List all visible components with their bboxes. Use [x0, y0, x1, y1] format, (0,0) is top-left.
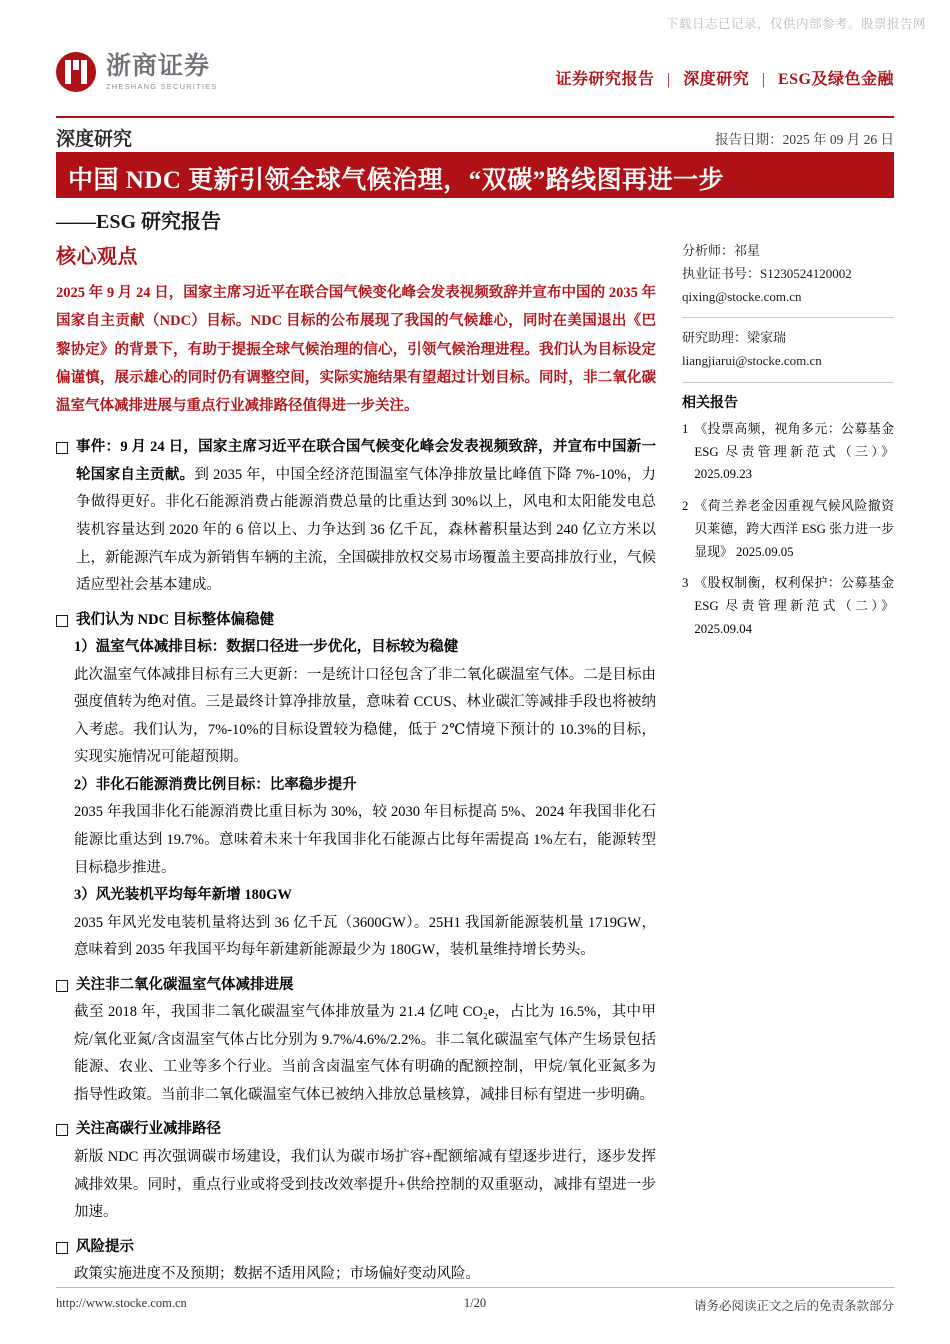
- content-column: [56, 240, 656, 1291]
- section-ndc-targets-title: 我们认为 NDC 目标整体偏稳健: [76, 611, 275, 628]
- assistant-name: 研究助理：梁家瑞: [682, 330, 787, 346]
- related-report-text: 《投票高频，视角多元：公募基金 ESG 尽责管理新范式（三）》 2025.09.23: [694, 421, 894, 482]
- assistant-info: [682, 327, 894, 373]
- page-footer: [56, 1296, 894, 1316]
- related-report-number: 2: [682, 499, 689, 514]
- section-risk: [56, 1234, 656, 1289]
- header-nav-item-2: ESG及绿色金融: [777, 71, 894, 88]
- section-risk-head: [56, 1234, 656, 1262]
- related-report-item[interactable]: [682, 572, 894, 640]
- header-nav-item-1: 深度研究: [683, 71, 750, 88]
- section-risk-title: 风险提示: [76, 1238, 134, 1255]
- section-non-co2: [56, 972, 656, 1110]
- header-divider: [56, 116, 894, 118]
- assistant-email[interactable]: liangjiarui@stocke.com.cn: [682, 353, 822, 368]
- brand-text: [106, 51, 218, 91]
- analyst-email[interactable]: qixing@stocke.com.cn: [682, 288, 802, 304]
- bullet-square-icon: [56, 442, 68, 454]
- section-ndc-targets: [56, 607, 656, 965]
- header-nav: [556, 66, 894, 89]
- analyst-cert: 执业证书号：S1230524120002: [682, 265, 852, 281]
- section-event-body: 到 2035 年，中国全经济范围温室气体净排放量比峰值下降 7%-10%，力争做得更好。非化石能源消费占能源消费总量的比重达到 30%以上，风电和太阳能发电总装机容量达到 2020 年的 6 倍以上、力争达到 36 亿千瓦，森林蓄积量达到 240 亿立方米以上，新能源汽车成为新销售车辆的主流，全国碳排放权交易市场覆盖主要高排放行业，气候适应型社会基本建成。: [76, 466, 657, 594]
- header-nav-sep-0: |: [667, 71, 671, 88]
- brand-logo: [56, 52, 218, 92]
- report-subtitle: ——ESG 研究报告: [56, 211, 222, 233]
- report-date: 报告日期：2025 年 09 月 26 日: [715, 132, 894, 147]
- related-report-text: 《荷兰养老金因重视气候风险撤资贝莱德，跨大西洋 ESG 张力进一步显现》 2025.09.05: [694, 499, 894, 559]
- header-nav-sep-1: |: [761, 71, 766, 88]
- sidebar-divider-2: [682, 382, 894, 383]
- section-non-co2-body: 截至 2018 年，我国非二氧化碳温室气体排放量为 21.4 亿吨 CO₂e，占比为 16.5%，其中甲烷/氧化亚氮/含卤温室气体占比分别为 9.7%/4.6%/2.2%。非二氧化碳温室气体产生场景包括能源、农业、工业等多个行业。当前含卤温室气体有明确的配额控制，甲烷/氧化亚氮多为指导性政策。当前非二氧化碳温室气体已被纳入排放总量核算，减排目标有望进一步明确。: [74, 1004, 656, 1103]
- report-kicker: 深度研究: [56, 129, 133, 150]
- header-nav-item-0: 证券研究报告: [555, 71, 655, 88]
- section-high-carbon-head: [56, 1116, 656, 1144]
- section-high-carbon: [56, 1116, 656, 1226]
- related-report-text: 《股权制衡，权利保护：公募基金 ESG 尽责管理新范式（二）》 2025.09.04: [694, 576, 894, 636]
- ndc-sub1-title: 1）温室气体减排目标：数据口径进一步优化，目标较为稳健: [74, 639, 459, 656]
- section-event-head: [56, 434, 656, 599]
- title-banner: [56, 152, 894, 198]
- ndc-sub2-body: 2035 年我国非化石能源消费比重目标为 30%，较 2030 年目标提高 5%、2024 年我国非化石能源比重达到 19.7%。意味着未来十年我国非化石能源占比每年需提高 1%左右，能源转型目标稳步推进。: [74, 804, 656, 876]
- footer-url[interactable]: http://www.stocke.com.cn: [56, 1296, 187, 1310]
- sidebar-divider-1: [682, 317, 894, 318]
- section-event-title: 事件：9 月 24 日，国家主席习近平在联合国气候变化峰会发表视频致辞，并宣布中国新一轮国家自主贡献。: [76, 439, 656, 483]
- section-event: [56, 434, 656, 599]
- related-reports-title: 相关报告: [682, 395, 738, 411]
- footer-disclaimer: 请务必阅读正文之后的免责条款部分: [693, 1299, 894, 1313]
- page-title: 中国 NDC 更新引领全球气候治理，“双碳”路线图再进一步: [68, 167, 725, 194]
- bullet-square-icon: [56, 1242, 68, 1254]
- section-high-carbon-title: 关注高碳行业减排路径: [76, 1121, 221, 1138]
- core-abstract: 2025 年 9 月 24 日，国家主席习近平在联合国气候变化峰会发表视频致辞并宣布中国的 2035 年国家自主贡献（NDC）目标。NDC 目标的公布展现了我国的气候雄心，同时在美国退出《巴黎协定》的背景下，有助于提振全球气候治理的信心，引领气候治理进程。我们认为目标设定偏谨慎，展示雄心的同时仍有调整空间，实际实施结果有望超过计划目标。同时，非二氧化碳温室气体减排进展与重点行业减排路径值得进一步关注。: [56, 285, 656, 415]
- analyst-info: [682, 240, 894, 308]
- footer-divider: [56, 1287, 894, 1288]
- related-report-number: 3: [682, 576, 689, 591]
- ndc-sub3-title: 3）风光装机平均每年新增 180GW: [74, 887, 292, 904]
- section-non-co2-head: [56, 972, 656, 1000]
- ndc-sub2-title: 2）非化石能源消费比例目标：比率稳步提升: [74, 776, 357, 793]
- related-report-item[interactable]: [682, 418, 894, 486]
- brand-name-cn: 浙商证券: [106, 51, 211, 80]
- section-non-co2-title: 关注非二氧化碳温室气体减排进展: [76, 976, 294, 993]
- bullet-square-icon: [56, 1124, 68, 1136]
- bullet-square-icon: [56, 615, 68, 627]
- analyst-name: 分析师：祁星: [682, 243, 761, 258]
- related-report-number: 1: [682, 421, 689, 436]
- sidebar: [682, 240, 894, 650]
- ndc-sub3-body: 2035 年风光发电装机量将达到 36 亿千瓦（3600GW）。25H1 我国新能源装机量 1719GW，意味着到 2035 年我国平均每年新建新能源最少为 180GW，装机量维持增长势头。: [74, 914, 656, 959]
- brand-name-en: ZHESHANG SECURITIES: [106, 81, 218, 91]
- zheshang-logo-icon: [56, 52, 96, 92]
- bullet-square-icon: [56, 980, 68, 992]
- core-heading: 核心观点: [56, 246, 138, 268]
- section-ndc-targets-head: [56, 607, 656, 635]
- ndc-sub1-body: 此次温室气体减排目标有三大更新：一是统计口径包含了非二氧化碳温室气体。二是目标由强度值转为绝对值。三是最终计算净排放量，意味着 CCUS、林业碳汇等减排手段也将被纳入考虑。我们认为，7%-10%的目标设置较为稳健，低于 2℃情境下预计的 10.3%的目标，实现实施情况可能超预期。: [74, 666, 656, 766]
- section-high-carbon-body: 新版 NDC 再次强调碳市场建设，我们认为碳市场扩容+配额缩减有望逐步进行，逐步发挥减排效果。同时，重点行业或将受到技改效率提升+供给控制的双重驱动，减排有望进一步加速。: [74, 1149, 656, 1221]
- related-report-item[interactable]: [682, 495, 894, 563]
- footer-page-number: 1/20: [463, 1296, 487, 1310]
- section-risk-body: 政策实施进度不及预期；数据不适用风险；市场偏好变动风险。: [74, 1266, 480, 1283]
- watermark-text: 下载日志已记录，仅供内部参考。股票报告网: [665, 17, 926, 31]
- page-header: [56, 52, 894, 112]
